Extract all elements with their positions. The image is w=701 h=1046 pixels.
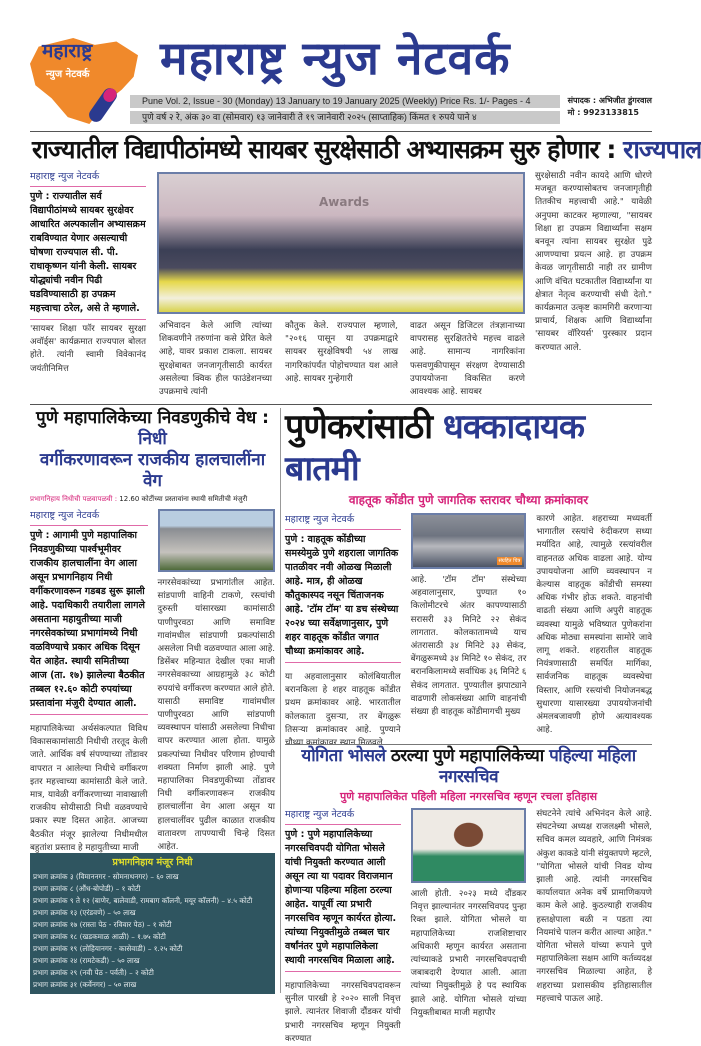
story4-headline — [285, 746, 652, 788]
story3-left-column — [285, 513, 401, 742]
story2-body-col1: महापालिकेच्या अर्थसंकल्पात विविध विकासकामांसाठी निधीची तरतूद केली जाते. आर्थिक वर्ष संपण्याच्या तोंडावर वापरात न आलेल्या निधीचे वर्गीकरण इतर महत्त्वाच्या कामांसाठी केले जाते. मात्र, यावेळी वर्गीकरणाच्या नावाखाली राजकीय सोयीसाठी निधी वळवण्याचे प्रकार स्पष्ट दिसत आहेत. आजच्या बैठकीत मंजूर झालेल्या निधीमधील बहुतांश प्रस्ताव हे महायुतीच्या माजी — [30, 724, 148, 853]
story4-body-col2: आली होती. २०२३ मध्ये दौंडकर निवृत्त झाल्यानंतर नगरसचिवपद पुन्हा रिक्त झाले. योगिता भोसले या महापालिकेच्या राजशिष्टाचार अधिकारी म्हणून कार्यरत असताना त्यांच्याकडे प्रभारी नगरसचिवपदाची जबाबदारी देण्यात आली. आता त्यांच्या नियुक्तीमुळे हे पद स्थायिक झाले आहे. योगिता भोसले यांच्या नियुक्तीबाबत माजी महापौर — [410, 889, 527, 1018]
story1-lead: पुणे : राज्यातील सर्व विद्यापीठांमध्ये सायबर सुरक्षेवर आधारित अल्पकालीन अभ्यासक्रम राबविण्यात येणार असल्याची घोषणा राज्यपाल सी. पी. राधाकृष्णन यांनी केली. सायबर योद्ध्यांची नवीन पिढी घडविण्यासाठी हा उपक्रम महत्त्वाचा ठरेल, असे ते म्हणाले. — [30, 190, 146, 320]
masthead-logo — [30, 32, 142, 124]
table-row: प्रभाग क्रमांक १९ (लोहियानगर - कासेवाडी) – १.२५ कोटी — [33, 944, 183, 953]
divider — [30, 404, 652, 405]
story2 — [30, 408, 275, 994]
table-row: प्रभाग क्रमांक १७ (रास्ता पेठ - रविवार पेठ) – १ कोटी — [33, 920, 172, 929]
table-row: प्रभाग क्रमांक १८ (खडकमाळ आळी) – १.७५ कोटी — [33, 932, 166, 941]
story3-lead: पुणे : वाहतूक कोंडीच्या समस्येमुळे पुणे शहराला जागतिक पातळीवर नवी ओळख मिळाली आहे. मात्र, ही ओळख कौतुकास्पद नसून चिंताजनक आहे. 'टॉम टॉम' या डच संस्थेच्या २०२४ च्या सर्वेक्षणानुसार, पुणे शहर वाहतूक कोंडीत जगात चौथ्या क्रमांकावर आहे. — [285, 533, 401, 663]
edition-info-mr: पुणे वर्ष २ रे, अंक ३० वा (सोमवार) १३ जानेवारी ते १९ जानेवारी २०२५ (साप्ताहिक) किंमत १ रुपये पाने ४ — [130, 111, 560, 124]
divider — [30, 131, 652, 132]
story1-left-column — [30, 170, 146, 402]
story4-subheadline: पुणे महापालिकेत पहिली महिला नगरसचिव म्हणून रचला इतिहास — [339, 790, 598, 803]
headline-text: राज्यातील विद्यापीठांमध्ये सायबर सुरक्षेसाठी अभ्यासक्रम सुरु होणार : — [32, 135, 624, 164]
headline-accent: राज्यपाल — [623, 135, 701, 164]
story1-body-col2: अभिवादन केले आणि त्यांच्या शिकवणीने तरुणांना कसे प्रेरित केले आहे, यावर प्रकाश टाकला. सायबर सुरक्षेबाबत जनजागृतीसाठी कार्यरत असलेल्या क्विक हील फाउंडेशनच्या उपक्रमाचे त्यांनी — [159, 321, 272, 398]
headline-accent: पहिल्या महिला नगरसचिव — [438, 746, 636, 787]
editor-name: संपादक : अभिजीत डुंगरवाल — [567, 96, 652, 105]
table-row: प्रभाग क्रमांक २९ (नवी पेठ - पर्वती) – २ कोटी — [33, 968, 154, 977]
story4-header — [285, 746, 652, 808]
story3-middle-column — [411, 513, 527, 742]
story4-intro — [285, 808, 401, 975]
headline-accent: योगिता भोसले — [301, 746, 391, 766]
photo-awards-text: Awards — [319, 195, 370, 209]
edition-bands — [130, 95, 560, 124]
edition-info-en: Pune Vol. 2, Issue - 30 (Monday) 13 January to 19 January 2025 (Weekly) Price Rs. 1/- Pages - 4 — [130, 95, 560, 108]
editor-phone: मो : 9923133815 — [567, 108, 639, 117]
story3-intro — [285, 513, 401, 666]
story3-columns — [285, 513, 652, 742]
story1-body-col3: कौतुक केले. राज्यपाल म्हणाले, "२०१६ पासून या उपक्रमाद्वारे सायबर सुरक्षेविषयी ५४ लाख नागरिकांपर्यंत पोहोचण्यात यश आले आहे. सायबर गुन्हेगारी — [285, 321, 398, 384]
column-divider — [280, 408, 281, 993]
story4-left-column — [285, 808, 401, 1044]
story3-subheadline: वाहतूक कोंडीत पुणे जागतिक स्तरावर चौथ्या क्रमांकावर — [348, 493, 589, 507]
story2-left-column — [30, 509, 148, 853]
byline: महाराष्ट्र न्युज नेटवर्क — [285, 513, 401, 530]
story4-body-col1: महापालिकेच्या नगरसचिवपदावरून सुनील पारखी हे २०२० साली निवृत्त झाले. त्यानंतर शिवाजी दौंडकर यांची प्रभारी नगरसचिव म्हणून नियुक्ती करण्यात — [285, 981, 401, 1044]
story3-header — [285, 406, 652, 513]
table-row: प्रभाग क्रमांक ३१ (कर्वेनगर) – ५० लाख — [33, 980, 137, 989]
story4-lead: पुणे : पुणे महापालिकेच्या नगरसचिवपदी योगिता भोसले यांची नियुक्ती करण्यात आली असून त्या या पदावर विराजमान होणाऱ्या पहिल्या महिला ठरल्या आहेत. यापूर्वी त्या प्रभारी नगरसचिव म्हणून कार्यरत होत्या. त्यांच्या नियुक्तीमुळे तब्बल चार वर्षांनंतर पुणे महापालिकेला स्थायी नगरसचिव मिळाला आहे. — [285, 828, 401, 972]
story4-right-column — [536, 808, 653, 1004]
story2-columns — [30, 509, 275, 853]
story3-body-col2: आहे. 'टॉम टॉम' संस्थेच्या अहवालानुसार, पुण्यात १० किलोमीटरचे अंतर कापण्यासाठी सरासरी ३३ मिनिटे २२ सेकंद लागतात. कोलकातामध्ये याच अंतरासाठी ३४ मिनिटे ३३ सेकंद, बेंगळुरूमध्ये ३४ मिनिटे १० सेकंद, तर बरानकिलामध्ये सर्वाधिक ३६ मिनिटे ६ सेकंद लागतात. पुण्यातील झपाट्याने वाढणारी लोकसंख्या आणि वाहनांची संख्या ही वाहतूक कोंडीमागची मुख्य — [410, 575, 527, 718]
editor-info — [568, 95, 652, 119]
byline: महाराष्ट्र न्युज नेटवर्क — [30, 170, 146, 187]
story2-body-col2: नगरसेवकांच्या प्रभागांतील आहेत. सांडपाणी वाहिनी टाकणे, रस्त्यांची दुरुस्ती यांसारख्या कामांसाठी पाणीपुरवठा आणि समाविष्ट गावांमधील सांडपाणी प्रकल्पांसाठी असलेला निधी वळवण्यात आला आहे. डिसेंबर महिन्यात देखील एका माजी नगरसेवकाच्या आग्रहामुळे ३८ कोटी रुपयांचे वर्गीकरण करण्यात आले होते. यासाठी समाविष्ट गावांमधील पाणीपुरवठा आणि सांडपाणी व्यवस्थापन यांसाठी असलेल्या निधीचा वापर करण्यात आला होता. यामुळे प्रकल्पांच्या निधीवर परिणाम होण्याची शक्यता निर्माण झाली आहे. पुणे महापालिका निवडणुकीच्या तोंडावर निधी वर्गीकरणावरून राजकीय हालचालींना वेग आला असून या हालचालींवर पुढील काळात राजकीय वातावरण तापण्याची चिन्हे दिसत आहेत. — [157, 578, 275, 853]
headline-text: ठरल्या पुणे महापालिकेच्या — [390, 746, 550, 766]
headline-accent: वर्गीकरणावरून राजकीय हालचालींना वेग — [39, 450, 266, 491]
story2-photo-pmc-building — [158, 509, 276, 572]
story3 — [285, 406, 652, 742]
edition-row — [130, 95, 652, 124]
photo-caption: संग्रहित चित्र — [498, 558, 521, 564]
table-title: प्रभागनिहाय मंजूर निधी — [112, 857, 193, 868]
masthead-title: महाराष्ट्र न्युज नेटवर्क — [160, 31, 511, 85]
story1-body-col4: वाढत असून डिजिटल तंत्रज्ञानाच्या वापरासह सुरक्षिततेचे महत्त्व वाढले आहे. सामान्य नागरिकांना फसवणुकीपासून संरक्षण देण्यासाठी उपाययोजना विकसित करणे आवश्यक आहे. सायबर — [410, 321, 525, 398]
story4-middle-column — [410, 808, 527, 1018]
story3-body-col3: कारणे आहेत. शहराच्या मध्यवर्ती भागातील रस्त्यांचे रुंदीकरण सध्या मर्यादित आहे, त्यामुळे रस्त्यांवरील वाहनतळ अधिक वाढला आहे. योग्य उपाययोजना आणि व्यवस्थापन न केल्यास वाहतूक कोंडीची समस्या अधिक गंभीर होऊ शकते. वाहनांची वाढती संख्या आणि अपुरी वाहतूक व्यवस्था यामुळे भविष्यात पुणेकरांना अधिक मोठ्या समस्यांना सामोरे जावे लागू शकते. शहरातील वाहतूक नियंत्रणासाठी समर्पित मार्गिका, सार्वजनिक वाहतूक व्यवस्थेचा विस्तार, आणि रस्त्यांची नियोजनबद्ध सुधारणा यासारख्या उपाययोजनांची अंमलबजावणी होणे अत्यावश्यक आहे. — [536, 514, 653, 736]
byline: महाराष्ट्र न्युज नेटवर्क — [30, 509, 148, 526]
kicker-text: 12.60 कोटींच्या प्रस्तावांना स्थायी समितीची मंजुरी — [117, 495, 248, 503]
story2-intro — [30, 509, 148, 718]
table-row: प्रभाग क्रमांक १३ (एरंडवणे) – ५० लाख — [33, 908, 136, 917]
story1-headline — [32, 134, 701, 166]
headline-accent: निधी — [138, 429, 167, 449]
table-row: प्रभाग क्रमांक ८ (औंध-बोपोडी) – १ कोटी — [33, 884, 141, 893]
ward-funds-table — [30, 853, 275, 994]
story2-headline — [30, 408, 275, 492]
headline-accent: धक्कादायक बातमी — [285, 407, 584, 489]
headline-text: पुणेकरांसाठी — [285, 407, 443, 447]
story1-body-col1: 'सायबर शिक्षा फॉर सायबर सुरक्षा अवॉर्ड्स' कार्यक्रमात राज्यपाल बोलत होते. त्यांनी स्वामी विवेकानंद जयंतीनिमित्त — [30, 324, 146, 374]
logo-line1: महाराष्ट्र — [42, 40, 93, 62]
table-row: प्रभाग क्रमांक ३ (विमाननगर - सोमनाथनगर) – ६० लाख — [33, 872, 179, 881]
kicker-label: प्रभागनिहाय निधीची पळवापळवी : — [30, 495, 118, 503]
story3-photo-traffic-jam — [411, 513, 527, 569]
divider — [285, 744, 652, 745]
story1-photo-awards-ceremony — [157, 172, 525, 314]
byline: महाराष्ट्र न्युज नेटवर्क — [285, 808, 401, 825]
story4-photo-yogita-bhosale — [411, 808, 527, 883]
table-row: प्रभाग क्रमांक ९ ते १२ (बाणेर, बालेवाडी, रामबाग कॉलनी, मयूर कॉलनी) – ४.५ कोटी — [33, 896, 253, 905]
story2-kicker — [30, 494, 275, 505]
story4-columns — [285, 808, 653, 1044]
story4 — [285, 746, 653, 1044]
story2-header — [30, 408, 275, 509]
story3-body-col1: या अहवालानुसार कोलंबियातील बरानकिला हे शहर वाहतूक कोंडीत प्रथम क्रमांकावर आहे. भारतातील कोलकाता दुसऱ्या, तर बेंगळुरू तिसऱ्या क्रमांकावर आहे. पुण्याने — [285, 672, 401, 735]
story3-right-column — [536, 513, 652, 742]
logo-line2: न्युज नेटवर्क — [46, 69, 90, 80]
story2-right-column — [157, 509, 276, 853]
table-row: प्रभाग क्रमांक २४ (रामटेकडी) – ५० लाख — [33, 956, 140, 965]
story3-headline — [285, 406, 652, 490]
headline-text: पुणे महापालिकेच्या निवडणुकीचे वेध : — [36, 408, 269, 428]
story1-body-col5: सुरक्षेसाठी नवीन कायदे आणि धोरणे मजबूत करण्यासोबतच जनजागृतीही तितकीच महत्त्वाची आहे." यावेळी अनुपमा काटकर म्हणाल्या, "सायबर शिक्षा हा उपक्रम विद्यार्थ्यांना सक्षम बनवून त्यांना सायबर सुरक्षेत पुढे आणण्याचा प्रयत्न आहे. हा उपक्रम केवळ जागृतीसाठी नाही तर ग्रामीण आणि वंचित घटकातील विद्यार्थ्यांना या क्षेत्रात नेतृत्व करण्याची संधी देतो." कार्यक्रमात उत्कृष्ट कामगिरी करणाऱ्या प्राचार्य, शिक्षक आणि विद्यार्थ्यांना 'सायबर वॉरियर्स' पुरस्कार प्रदान करण्यात आले. — [535, 171, 652, 353]
story2-lead: पुणे : आगामी पुणे महापालिका निवडणुकीच्या पार्श्वभूमीवर राजकीय हालचालींना वेग आला असून प्रभागनिहाय निधी वर्गीकरणावरून गडबड सुरू झाली आहे. पदाधिकारी तयारीला लागले असताना महायुतीच्या माजी नगरसेवकांच्या प्रभागांमध्ये निधी वळविण्याचे प्रकार अधिक दिसून येत आहेत. स्थायी समितीच्या आज (ता. १७) झालेल्या बैठकीत तब्बल १२.६० कोटी रुपयांच्या प्रस्तावांना मंजुरी देण्यात आली. — [30, 529, 148, 715]
story4-body-col3: संघटनेने त्यांचे अभिनंदन केले आहे. संघटनेच्या अध्यक्ष राजलक्ष्मी भोसले, सचिव कमल व्यवहारे, आणि निमंत्रक अंकुश काकडे यांनी संयुक्तपणे म्हटले, "योगिता भोसले यांची निवड योग्य झाली आहे. त्यांनी नगरसचिव कार्यालयात अनेक वर्षे प्रामाणिकपणे काम केले आहे. कुठल्याही राजकीय हस्तक्षेपाला बळी न पडता त्या नियमांचे पालन करीत आल्या आहेत." योगिता भोसले यांच्या रूपाने पुणे महापालिकेला सक्षम आणि कर्तव्यदक्ष नगरसचिव मिळाल्या आहेत, हे शहराच्या प्रशासकीय इतिहासातील महत्त्वाचे पाऊल आहे. — [536, 809, 653, 1004]
